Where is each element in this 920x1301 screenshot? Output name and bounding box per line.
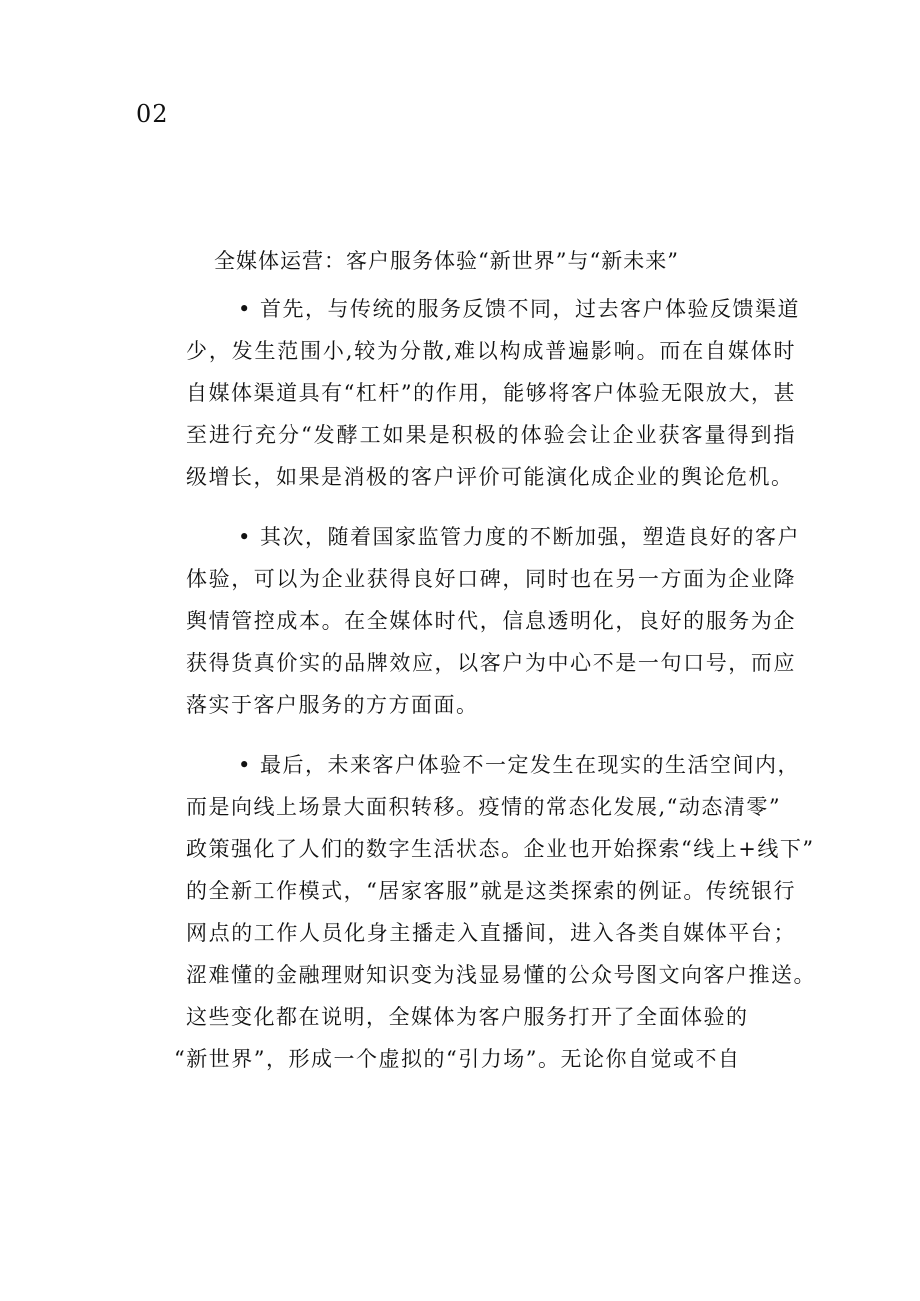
body-text	[174, 288, 816, 1080]
paragraph-first	[186, 288, 801, 498]
text-line: • 其次，随着国家监管力度的不断加强，塑造良好的客户	[238, 525, 801, 549]
text-line: 这些变化都在说明，全媒体为客户服务打开了全面体验的	[186, 1005, 749, 1029]
text-line: 涩难懂的金融理财知识变为浅显易懂的公众号图文向客户推送。	[186, 963, 816, 987]
paragraph-second	[186, 516, 801, 726]
paragraph-third	[174, 744, 816, 1080]
text-line: • 首先，与传统的服务反馈不同，过去客户体验反馈渠道	[238, 297, 801, 321]
page-number: 02	[136, 100, 169, 128]
text-line: 落实于客户服务的方方面面。	[186, 693, 479, 717]
text-line: 获得货真价实的品牌效应，以客户为中心不是一句口号，而应	[186, 651, 796, 675]
text-line: 的全新工作模式，“居家客服”就是这类探索的例证。传统银行	[186, 879, 796, 903]
text-line: 级增长，如果是消极的客户评价可能演化成企业的舆论危机。	[186, 465, 794, 489]
text-line: 少，发生范围小,较为分散,难以构成普遍影响。而在自媒体时	[186, 339, 796, 363]
text-line: “新世界”，形成一个虚拟的“引力场”。无论你自觉或不自	[174, 1047, 741, 1071]
text-line: 而是向线上场景大面积转移。疫情的常态化发展,“动态清零”	[186, 795, 782, 819]
text-line: 网点的工作人员化身主播走入直播间，进入各类自媒体平台；	[186, 921, 796, 945]
text-line: 至进行充分“发酵工如果是积极的体验会让企业获客量得到指	[186, 423, 796, 447]
text-line: 体验，可以为企业获得良好口碑，同时也在另一方面为企业降	[186, 567, 796, 591]
text-line: 政策强化了人们的数字生活状态。企业也开始探索“线上+线下”	[186, 837, 815, 861]
text-line: 舆情管控成本。在全媒体时代，信息透明化，良好的服务为企	[186, 609, 796, 633]
section-title: 全媒体运营：客户服务体验“新世界”与“新未来”	[214, 249, 679, 273]
text-line: 自媒体渠道具有“杠杆”的作用，能够将客户体验无限放大，甚	[186, 381, 796, 405]
text-line: • 最后，未来客户体验不一定发生在现实的生活空间内，	[238, 753, 801, 777]
